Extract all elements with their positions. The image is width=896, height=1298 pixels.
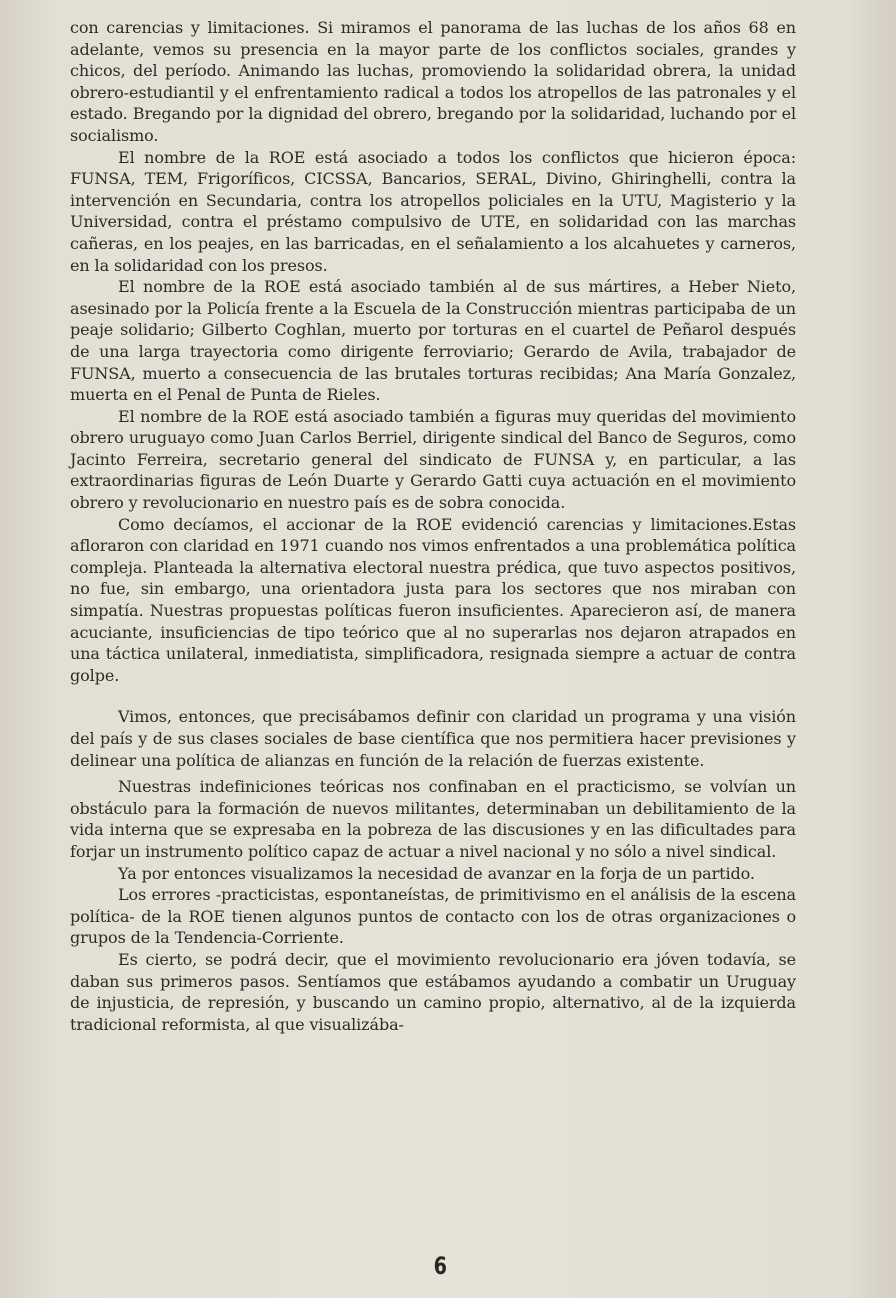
paragraph-theoretical: Nuestras indefiniciones teóricas nos confinaban en el practicismo, se volvían un obstáculo para la formación de nuevos militantes, determinaban un debilitamiento de la vida interna que se expresaba en la pobreza de las discusiones y en las dificultades para forjar un instrumento político capaz de actuar a nivel nacional y no sólo a nivel sindical.	[70, 777, 796, 861]
paragraph-martyrs: El nombre de la ROE está asociado también al de sus mártires, a Heber Nieto, asesinado por la Policía frente a la Escuela de la Construcción mientras participaba de un peaje solidario; Gilberto Coghlan, muerto por torturas en el cuartel de Peñarol después de una larga trayectoria como dirigente ferroviario; Gerardo de Avila, trabajador de FUNSA, muerto a consecuencia de las brutales torturas recibidas; Ana María Gonzalez, muerta en el Penal de Punta de Rieles.	[70, 277, 796, 405]
paragraph-young-movement: Es cierto, se podrá decir, que el movimiento revolucionario era jóven todavía, se daban sus primeros pasos. Sentíamos que estábamos ayudando a combatir un Uruguay de injusticia, de represión, y buscando un camino propio, alternativo, al de la izquierda tradicional reformista, al que visualizába-	[70, 949, 796, 1034]
page-number: 6	[433, 1252, 448, 1280]
paragraph-figures: El nombre de la ROE está asociado también a figuras muy queridas del movimiento obrero uruguayo como Juan Carlos Berriel, dirigente sindical del Banco de Seguros, como Jacinto Ferreira, secretario general del sindicato de FUNSA y, en particular, a las extraordinarias figuras de León Duarte y Gerardo Gatti cuya actuación en el movimiento obrero y revolucionario en nuestro país es de sobra conocida.	[70, 406, 796, 513]
paragraph-party: Ya por entonces visualizamos la necesidad de avanzar en la forja de un partido.	[118, 863, 755, 883]
paragraph-conflicts: El nombre de la ROE está asociado a todos los conflictos que hicieron época: FUNSA, TEM, Frigoríficos, CICSSA, Bancarios, SERAL, Divino, Ghiringhelli, contra la intervención en Secundaria, contra los atropellos policiales en la UTU, Magisterio y la Universidad, contra el préstamo compulsivo de UTE, en solidaridad con las marchas cañeras, en los peajes, en las barricadas, en el señalamiento a los alcahuetes y carneros, en la solidaridad con los presos.	[70, 147, 796, 275]
paragraph-limitations: Como decíamos, el accionar de la ROE evidenció carencias y limitaciones.Estas afloraron con claridad en 1971 cuando nos vimos enfrentados a una problemática política compleja. Planteada la alternativa electoral nuestra prédica, que tuvo aspectos positivos, no fue, sin embargo, una orientadora justa para los sectores que nos miraban con simpatía. Nuestras propuestas políticas fueron insuficientes. Aparecieron así, de manera acuciante, insuficiencias de tipo teórico que al no superarlas nos dejaron atrapados en una táctica unilateral, inmediatista, simplificadora, resignada siempre a actuar de contra golpe.	[70, 514, 796, 685]
paragraph-program: Vimos, entonces, que precisábamos definir con claridad un programa y una visión del país y de sus clases sociales de base científica que nos permitiera hacer previsiones y delinear una política de alianzas en función de la relación de fuerzas existente.	[70, 707, 796, 770]
paragraph-errors: Los errores -practicistas, espontaneístas, de primitivismo en el análisis de la escena política- de la ROE tienen algunos puntos de contacto con los de otras organizaciones o grupos de la Tendencia-Corriente.	[70, 885, 796, 948]
paragraph-continuation: con carencias y limitaciones. Si miramos el panorama de las luchas de los años 68 en adelante, vemos su presencia en la mayor parte de los conflictos sociales, grandes y chicos, del período. Animando las luchas, promoviendo la solidaridad obrera, la unidad obrero-estudiantil y el enfrentamiento radical a todos los atropellos de las patronales y el estado. Bregando por la dignidad del obrero, bregando por la solidaridad, luchando por el socialismo.	[70, 18, 796, 145]
body-text	[70, 17, 796, 1035]
